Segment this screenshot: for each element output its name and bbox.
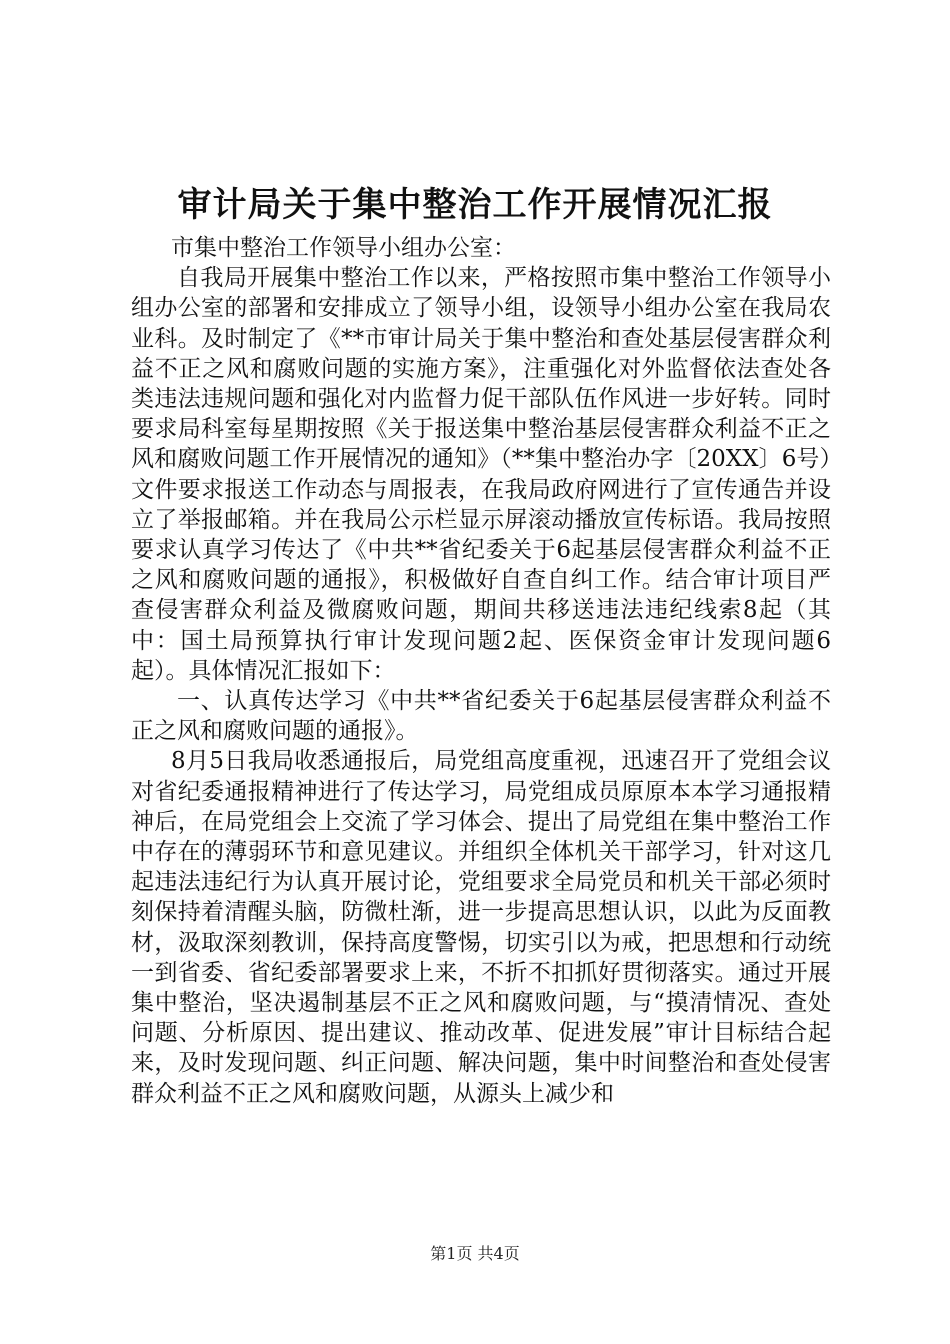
document-body — [131, 233, 831, 1109]
paragraph-section-1: 8月5日我局收悉通报后，局党组高度重视，迅速召开了党组会议对省纪委通报精神进行了传达学习，局党组成员原原本本学习通报精神后，在局党组会上交流了学习体会、提出了局党组在集中整治工作中存在的薄弱环节和意见建议。并组织全体机关干部学习，针对这几起违法违纪行为认真开展讨论，党组要求全局党员和机关干部必须时刻保持着清醒头脑，防微杜渐，进一步提高思想认识，以此为反面教材，汲取深刻教训，保持高度警惕，切实引以为戒，把思想和行动统一到省委、省纪委部署要求上来，不折不扣抓好贯彻落实。通过开展集中整治，坚决遏制基层不正之风和腐败问题，与“摸清情况、查处问题、分析原因、提出建议、推动改革、促进发展”审计目标结合起来，及时发现问题、纠正问题、解决问题，集中时间整治和查处侵害群众利益不正之风和腐败问题，从源头上减少和 — [131, 748, 831, 1107]
paragraph-intro: 自我局开展集中整治工作以来，严格按照市集中整治工作领导小组办公室的部署和安排成立了领导小组，设领导小组办公室在我局农业科。及时制定了《**市审计局关于集中整治和查处基层侵害群众利益不正之风和腐败问题的实施方案》，注重强化对外监督依法查处各类违法违规问题和强化对内监督力促干部队伍作风进一步好转。同时要求局科室每星期按照《关于报送集中整治基层侵害群众利益不正之风和腐败问题工作开展情况的通知》（**集中整治办字〔20XX〕6号）文件要求报送工作动态与周报表，在我局政府网进行了宣传通告并设立了举报邮箱。并在我局公示栏显示屏滚动播放宣传标语。我局按照要求认真学习传达了《中共**省纪委关于6起基层侵害群众利益不正之风和腐败问题的通报》，积极做好自查自纠工作。结合审计项目严查侵害群众利益及微腐败问题，期间共移送违法违纪线索8起（其中：国土局预算执行审计发现问题2起、医保资金审计发现问题6起）。具体情况汇报如下： — [131, 265, 831, 684]
salutation: 市集中整治工作领导小组办公室： — [171, 235, 516, 261]
document-title: 审计局关于集中整治工作开展情况汇报 — [177, 185, 773, 225]
section-heading-1: 一、认真传达学习《中共**省纪委关于6起基层侵害群众利益不正之风和腐败问题的通报》。 — [131, 688, 831, 745]
page-number: 第1页 共4页 — [430, 1244, 520, 1263]
